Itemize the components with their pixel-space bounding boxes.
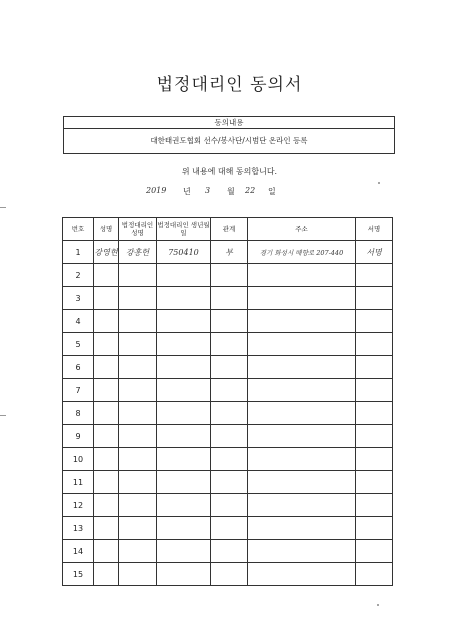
document-title: 법정대리인 동의서: [156, 75, 303, 95]
row-number: 12: [63, 494, 94, 517]
row-address: [248, 517, 356, 540]
row-signature: [356, 448, 393, 471]
table-row: [63, 333, 393, 356]
row-guardian-birth: [157, 287, 211, 310]
scan-speck: [377, 604, 379, 606]
date-month: 3: [205, 186, 211, 195]
row-guardian-birth: [157, 425, 211, 448]
row-relation: [211, 517, 248, 540]
row-name: [94, 448, 119, 471]
table-row: [63, 287, 393, 310]
row-guardian-name: [119, 563, 157, 586]
row-signature: [356, 287, 393, 310]
row-guardian-birth: [157, 563, 211, 586]
row-relation: [211, 310, 248, 333]
row-guardian-name: [119, 425, 157, 448]
row-relation: [211, 402, 248, 425]
row-number: 10: [63, 448, 94, 471]
row-name: [94, 425, 119, 448]
row-signature: [356, 540, 393, 563]
date-day-unit: 일: [268, 187, 276, 196]
row-signature: [356, 471, 393, 494]
row-name: [94, 471, 119, 494]
row-signature: [356, 425, 393, 448]
row-guardian-name: [119, 379, 157, 402]
row-signature: [356, 310, 393, 333]
row-address: [248, 471, 356, 494]
row-number: 6: [63, 356, 94, 379]
table-row: [63, 402, 393, 425]
row-address: [248, 563, 356, 586]
table-row: [63, 448, 393, 471]
row-signature: [356, 494, 393, 517]
row-relation: [211, 333, 248, 356]
row-name: [94, 356, 119, 379]
row-address: [248, 264, 356, 287]
row-guardian-name: [119, 333, 157, 356]
row-address: [248, 310, 356, 333]
header-address: 주소: [248, 218, 356, 241]
row-relation: [211, 540, 248, 563]
row-guardian-name: [119, 471, 157, 494]
row-number: 13: [63, 517, 94, 540]
row-guardian-name: [119, 310, 157, 333]
header-guardian-name: 법정대리인 성명: [119, 218, 157, 241]
header-guardian-birth: 법정대리인 생년월일: [157, 218, 211, 241]
row-guardian-birth: [157, 402, 211, 425]
date-month-unit: 월: [227, 187, 235, 196]
row-relation: [211, 471, 248, 494]
table-row: [63, 379, 393, 402]
row-guardian-name: [119, 402, 157, 425]
row-name: [94, 402, 119, 425]
table-row: [63, 540, 393, 563]
date-year: 2019: [146, 186, 167, 195]
row-guardian-name: [119, 494, 157, 517]
row-relation: [211, 494, 248, 517]
row-number: 15: [63, 563, 94, 586]
scan-edge-mark: [0, 207, 6, 208]
date-day: 22: [245, 186, 256, 195]
row-name: 강영현: [94, 241, 119, 264]
row-guardian-birth: [157, 264, 211, 287]
row-signature: [356, 517, 393, 540]
row-name: [94, 264, 119, 287]
row-address: [248, 494, 356, 517]
header-signature: 서명: [356, 218, 393, 241]
row-number: 2: [63, 264, 94, 287]
table-row: [63, 241, 393, 264]
table-row: [63, 494, 393, 517]
agree-statement: 위 내용에 대해 동의합니다.: [181, 167, 278, 176]
row-name: [94, 287, 119, 310]
row-number: 7: [63, 379, 94, 402]
row-guardian-birth: 750410: [157, 241, 211, 264]
table-row: [63, 563, 393, 586]
row-guardian-birth: [157, 310, 211, 333]
table-header-row: [63, 218, 393, 241]
table-row: [63, 264, 393, 287]
row-address: [248, 448, 356, 471]
row-address: [248, 379, 356, 402]
row-guardian-name: [119, 517, 157, 540]
row-relation: 부: [211, 241, 248, 264]
table-row: [63, 471, 393, 494]
row-name: [94, 379, 119, 402]
header-name: 성명: [94, 218, 119, 241]
row-number: 4: [63, 310, 94, 333]
row-guardian-name: [119, 356, 157, 379]
row-number: 3: [63, 287, 94, 310]
row-relation: [211, 563, 248, 586]
row-guardian-birth: [157, 448, 211, 471]
row-number: 1: [63, 241, 94, 264]
row-relation: [211, 287, 248, 310]
row-number: 9: [63, 425, 94, 448]
table-row: [63, 517, 393, 540]
row-guardian-name: [119, 264, 157, 287]
row-signature: [356, 356, 393, 379]
row-address: [248, 287, 356, 310]
row-name: [94, 540, 119, 563]
scan-edge-mark: [0, 415, 6, 416]
row-address: 경기 화성시 매향로 207-440: [248, 241, 356, 264]
row-signature: 서명: [356, 241, 393, 264]
row-name: [94, 310, 119, 333]
row-guardian-birth: [157, 494, 211, 517]
row-signature: [356, 333, 393, 356]
table-row: [63, 310, 393, 333]
row-number: 11: [63, 471, 94, 494]
row-guardian-birth: [157, 517, 211, 540]
row-signature: [356, 402, 393, 425]
row-number: 14: [63, 540, 94, 563]
row-signature: [356, 379, 393, 402]
header-relation: 관계: [211, 218, 248, 241]
row-signature: [356, 264, 393, 287]
header-number: 번호: [63, 218, 94, 241]
guardian-table: [62, 217, 393, 586]
row-signature: [356, 563, 393, 586]
row-guardian-name: 강홍헌: [119, 241, 157, 264]
consent-box: [63, 116, 395, 154]
row-number: 8: [63, 402, 94, 425]
row-relation: [211, 264, 248, 287]
row-address: [248, 333, 356, 356]
row-guardian-birth: [157, 356, 211, 379]
table-row: [63, 425, 393, 448]
row-address: [248, 402, 356, 425]
row-guardian-name: [119, 540, 157, 563]
row-number: 5: [63, 333, 94, 356]
consent-body: 대한태권도협회 선수/봉사단/시범단 온라인 등록: [150, 136, 308, 145]
row-address: [248, 540, 356, 563]
scan-speck: [378, 182, 380, 184]
row-guardian-birth: [157, 333, 211, 356]
row-relation: [211, 425, 248, 448]
row-guardian-name: [119, 448, 157, 471]
row-name: [94, 517, 119, 540]
row-name: [94, 563, 119, 586]
row-guardian-birth: [157, 540, 211, 563]
row-relation: [211, 448, 248, 471]
row-guardian-name: [119, 287, 157, 310]
table-row: [63, 356, 393, 379]
row-guardian-birth: [157, 471, 211, 494]
row-guardian-birth: [157, 379, 211, 402]
row-name: [94, 333, 119, 356]
date-year-unit: 년: [183, 187, 191, 196]
row-name: [94, 494, 119, 517]
consent-header: 동의내용: [64, 117, 394, 129]
row-relation: [211, 379, 248, 402]
row-relation: [211, 356, 248, 379]
row-address: [248, 425, 356, 448]
row-address: [248, 356, 356, 379]
